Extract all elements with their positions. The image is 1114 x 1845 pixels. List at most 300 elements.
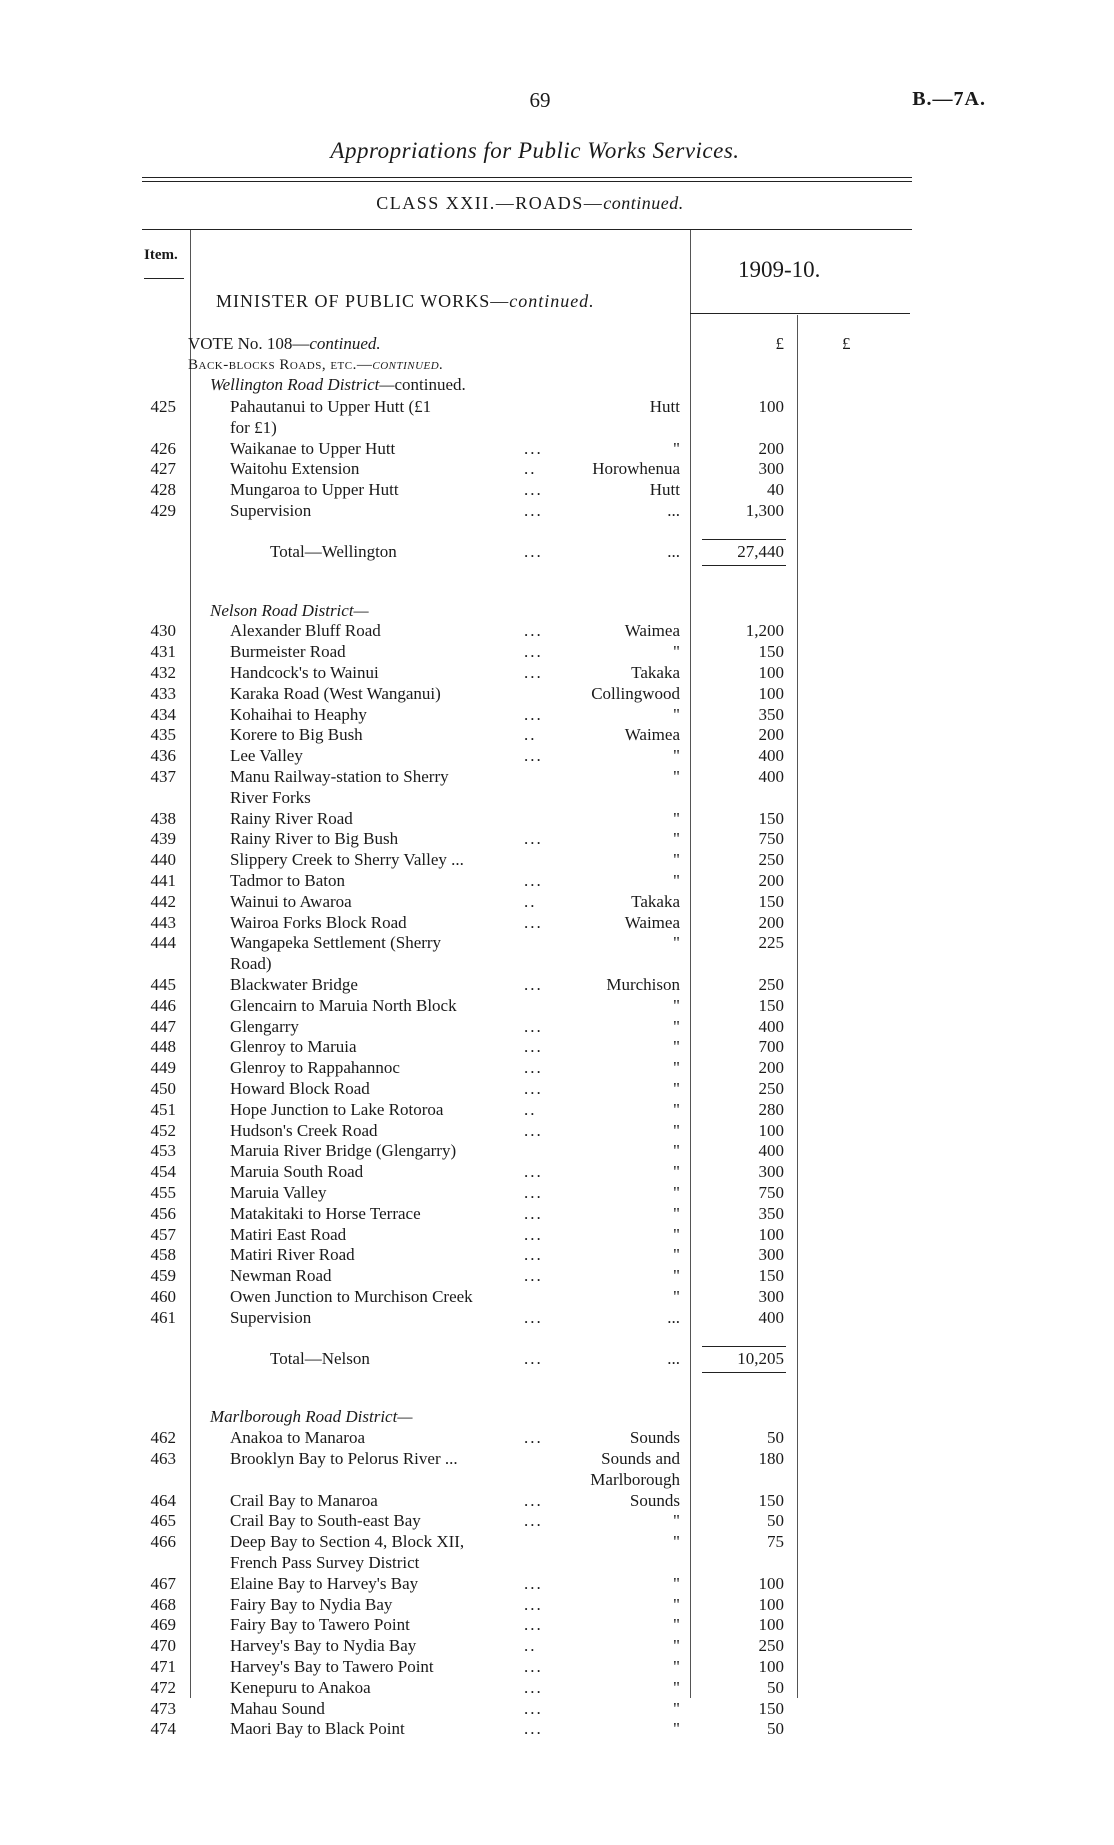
district-cell: ": [673, 1636, 680, 1656]
table-row: [0, 725, 1114, 746]
district-heading-wellington-text: Wellington Road District—: [210, 375, 395, 394]
item-description: Crail Bay to South-east Bay: [230, 1511, 421, 1531]
table-row: [0, 418, 1114, 439]
amount-cell: 150: [758, 995, 784, 1015]
district-cell: ": [673, 1657, 680, 1676]
item-number: 425: [150, 397, 176, 416]
amount-cell: 150: [758, 891, 784, 911]
item-number: 442: [150, 891, 176, 911]
item-description: Blackwater Bridge: [230, 975, 358, 994]
amount-cell: 750: [758, 829, 784, 849]
table-row: [0, 1699, 1114, 1720]
vote-subheading-continued: continued.: [372, 357, 444, 373]
amount-cell: 50: [767, 1677, 784, 1697]
amount-cell: 100: [758, 397, 784, 416]
item-number: 468: [150, 1594, 176, 1614]
leader-dots: ...: [524, 1058, 543, 1078]
item-number: 444: [150, 933, 176, 953]
total-amount: 27,440: [737, 541, 784, 561]
leader-dots: ...: [524, 1079, 543, 1098]
table-row: [0, 933, 1114, 954]
district-cell: Sounds and: [601, 1449, 680, 1468]
item-number: 433: [150, 683, 176, 703]
item-description: Handcock's to Wainui: [230, 663, 379, 682]
amount-cell: 250: [758, 1079, 784, 1098]
amount-cell: 180: [758, 1449, 784, 1468]
item-description: Fairy Bay to Nydia Bay: [230, 1594, 393, 1614]
amount-cell: 1,300: [745, 501, 784, 520]
table-row: [0, 1657, 1114, 1678]
table-row: [0, 1058, 1114, 1079]
item-description: Mahau Sound: [230, 1698, 325, 1718]
subtotal-rule-bottom: [702, 1372, 786, 1373]
table-row: [0, 1491, 1114, 1512]
district-cell: ": [673, 1573, 680, 1593]
item-number: 443: [150, 912, 176, 932]
district-cell: Sounds: [629, 1490, 680, 1510]
item-number: 469: [150, 1615, 176, 1635]
district-cell: ...: [667, 501, 680, 520]
district-cell: Murchison: [606, 975, 680, 994]
item-description: Maruia South Road: [230, 1162, 364, 1182]
amount-cell: 100: [758, 1594, 784, 1614]
amount-cell: 400: [758, 1016, 784, 1036]
item-description: Glencairn to Maruia North Block: [230, 995, 457, 1015]
item-description: Karaka Road (West Wanganui): [230, 683, 441, 703]
table-row: [0, 871, 1114, 892]
amount-cell: 225: [758, 933, 784, 953]
ministry-heading-continued: continued.: [509, 291, 595, 311]
item-description: Waikanae to Upper Hutt: [230, 438, 396, 458]
item-number: 447: [150, 1016, 176, 1036]
item-description: Wairoa Forks Block Road: [230, 912, 407, 932]
pound-sign-col1: £: [775, 334, 784, 353]
item-description: Kohaihai to Heaphy: [230, 704, 367, 724]
district-cell: ": [673, 933, 680, 953]
district-cell: ": [673, 1224, 680, 1244]
table-row: [0, 1308, 1114, 1329]
table-row: [0, 1121, 1114, 1142]
table-row: [0, 1636, 1114, 1657]
item-number: 446: [150, 995, 176, 1015]
item-description: Harvey's Bay to Tawero Point: [230, 1657, 434, 1676]
item-description: Maruia River Bridge (Glengarry): [230, 1141, 457, 1161]
table-row: [0, 788, 1114, 809]
district-cell: ": [673, 704, 680, 724]
leader-dots: ...: [524, 1428, 543, 1448]
district-cell: Sounds: [629, 1428, 680, 1448]
leader-dots: ...: [524, 1162, 543, 1182]
table-row: [0, 1162, 1114, 1183]
item-number: 463: [150, 1449, 176, 1468]
year-header-rule: [690, 313, 910, 314]
item-number: 470: [150, 1636, 176, 1656]
amount-cell: 400: [758, 1307, 784, 1327]
ministry-heading: [216, 291, 595, 312]
district-cell: Hutt: [649, 397, 680, 416]
district-heading-wellington-continued: continued.: [394, 375, 466, 394]
leader-dots: ..: [524, 891, 537, 911]
item-description: Hudson's Creek Road: [230, 1120, 378, 1140]
district-cell: ": [673, 1183, 680, 1202]
item-description: Elaine Bay to Harvey's Bay: [230, 1573, 419, 1593]
table-row: [0, 439, 1114, 460]
amount-cell: 250: [758, 1636, 784, 1656]
item-number: 454: [150, 1162, 176, 1182]
pound-sign-col2: £: [842, 334, 851, 353]
leader-dots: ...: [524, 1490, 543, 1510]
subtotal-rule-bottom: [702, 565, 786, 566]
vote-subheading: [188, 355, 443, 375]
item-description: Pahautanui to Upper Hutt (£1: [230, 397, 432, 416]
district-cell: ": [673, 746, 680, 766]
table-row: [0, 1183, 1114, 1204]
district-cell: ": [673, 1266, 680, 1286]
amount-cell: 300: [758, 1287, 784, 1306]
item-number: 461: [150, 1307, 176, 1327]
amount-cell: 350: [758, 704, 784, 724]
item-number: 434: [150, 704, 176, 724]
item-number: 438: [150, 808, 176, 828]
leader-dots: ...: [524, 829, 543, 849]
amount-cell: 200: [758, 1058, 784, 1078]
item-number: 474: [150, 1719, 176, 1739]
district-cell: Collingwood: [591, 683, 680, 703]
district-cell: ": [673, 1245, 680, 1265]
table-row: [0, 663, 1114, 684]
page-number: 69: [529, 88, 551, 112]
table-row: [0, 1225, 1114, 1246]
item-description: Road): [230, 954, 272, 974]
table-row: [0, 1553, 1114, 1574]
table-row: [0, 501, 1114, 522]
item-description: Wangapeka Settlement (Sherry: [230, 933, 442, 953]
total-row: [0, 542, 1114, 563]
district-cell: ": [673, 1162, 680, 1182]
district-cell: ": [673, 995, 680, 1015]
district-cell: ": [673, 1594, 680, 1614]
district-cell: Marlborough: [590, 1469, 680, 1489]
leader-dots: ...: [524, 1307, 543, 1327]
district-cell: ...: [667, 1307, 680, 1327]
header-rule: [142, 229, 912, 230]
item-number: 460: [150, 1287, 176, 1306]
table-row: [0, 621, 1114, 642]
district-cell: ": [673, 850, 680, 870]
district-cell: ": [673, 1203, 680, 1223]
item-description: Matiri East Road: [230, 1224, 347, 1244]
table-row: [0, 746, 1114, 767]
total-label: Total—Wellington: [270, 541, 397, 561]
district-cell: ": [673, 1511, 680, 1531]
item-number: 465: [150, 1511, 176, 1531]
amount-cell: 100: [758, 663, 784, 682]
table-row: [0, 1719, 1114, 1740]
item-description: Howard Block Road: [230, 1079, 370, 1098]
leader-dots: ...: [524, 912, 543, 932]
amount-cell: 300: [758, 459, 784, 479]
amount-cell: 150: [758, 808, 784, 828]
item-number: 467: [150, 1573, 176, 1593]
item-number: 445: [150, 975, 176, 994]
item-number: 437: [150, 767, 176, 786]
item-number: 432: [150, 663, 176, 682]
item-description: Matakitaki to Horse Terrace: [230, 1203, 421, 1223]
leader-dots: ..: [524, 459, 537, 479]
item-description: Newman Road: [230, 1266, 332, 1286]
vote-label: [188, 334, 381, 354]
table-row: [0, 1204, 1114, 1225]
leader-dots: ...: [524, 1016, 543, 1036]
leader-dots: ...: [524, 541, 543, 561]
table-row: [0, 850, 1114, 871]
item-number: 471: [150, 1657, 176, 1676]
item-description: Matiri River Road: [230, 1245, 355, 1265]
item-description: Supervision: [230, 1307, 312, 1327]
vote-subheading-row: [0, 355, 1114, 376]
table-row: [0, 975, 1114, 996]
item-number: 458: [150, 1245, 176, 1265]
leader-dots: ...: [524, 1677, 543, 1697]
district-cell: ": [673, 1037, 680, 1057]
item-description: Hope Junction to Lake Rotoroa: [230, 1099, 444, 1119]
amount-cell: 50: [767, 1428, 784, 1448]
item-number: 431: [150, 642, 176, 662]
amount-cell: 200: [758, 871, 784, 890]
item-description: Deep Bay to Section 4, Block XII,: [230, 1532, 465, 1552]
district-cell: ": [673, 1079, 680, 1098]
district-cell: ": [673, 438, 680, 458]
table-row: [0, 1141, 1114, 1162]
amount-cell: 150: [758, 1490, 784, 1510]
item-description: Rainy River Road: [230, 808, 353, 828]
item-description: Glengarry: [230, 1016, 299, 1036]
leader-dots: ...: [524, 1573, 543, 1593]
amount-cell: 280: [758, 1099, 784, 1119]
amount-cell: 300: [758, 1245, 784, 1265]
leader-dots: ...: [524, 501, 543, 520]
district-cell: ": [673, 1141, 680, 1161]
leader-dots: ...: [524, 663, 543, 682]
table-row: [0, 829, 1114, 850]
leader-dots: ...: [524, 1348, 543, 1368]
item-number: 453: [150, 1141, 176, 1161]
district-cell: ": [673, 1120, 680, 1140]
leader-dots: ...: [524, 1245, 543, 1265]
amount-cell: 50: [767, 1511, 784, 1531]
item-description: Fairy Bay to Tawero Point: [230, 1615, 410, 1635]
item-description: Maruia Valley: [230, 1183, 327, 1202]
item-number: 440: [150, 850, 176, 870]
leader-dots: ...: [524, 1594, 543, 1614]
item-description: Maori Bay to Black Point: [230, 1719, 405, 1739]
vote-label-continued: continued.: [309, 334, 381, 353]
district-cell: ": [673, 1099, 680, 1119]
leader-dots: ...: [524, 704, 543, 724]
vote-subheading-text: Back-blocks Roads, etc.—: [188, 357, 373, 373]
amount-cell: 400: [758, 1141, 784, 1161]
item-number: 472: [150, 1677, 176, 1697]
leader-dots: ...: [524, 1037, 543, 1057]
leader-dots: ...: [524, 1203, 543, 1223]
district-cell: Horowhenua: [592, 459, 680, 479]
leader-dots: ...: [524, 1615, 543, 1635]
amount-cell: 200: [758, 725, 784, 745]
leader-dots: ...: [524, 1719, 543, 1739]
table-row: [0, 913, 1114, 934]
district-cell: Takaka: [631, 663, 680, 682]
table-row: [0, 954, 1114, 975]
item-description: Korere to Big Bush: [230, 725, 363, 745]
item-number: 428: [150, 480, 176, 500]
amount-cell: 100: [758, 1615, 784, 1635]
item-description: Glenroy to Rappahannoc: [230, 1058, 400, 1078]
table-row: [0, 1470, 1114, 1491]
amount-cell: 400: [758, 746, 784, 766]
item-description: Waitohu Extension: [230, 459, 360, 479]
leader-dots: ...: [524, 438, 543, 458]
table-row: [0, 642, 1114, 663]
item-description: for £1): [230, 417, 277, 437]
leader-dots: ...: [524, 1698, 543, 1718]
table-row: [0, 1079, 1114, 1100]
leader-dots: ...: [524, 1511, 543, 1531]
district-heading-row: [0, 375, 1114, 396]
leader-dots: ...: [524, 1120, 543, 1140]
class-heading-text: CLASS XXII.—ROADS—: [376, 193, 604, 213]
district-cell: ": [673, 1698, 680, 1718]
table-row: [0, 1595, 1114, 1616]
item-number: 452: [150, 1120, 176, 1140]
title-rule-top: [142, 177, 912, 178]
district-cell: ": [673, 642, 680, 662]
table-row: [0, 1532, 1114, 1553]
item-description: Owen Junction to Murchison Creek: [230, 1287, 473, 1306]
district-cell: Hutt: [649, 480, 680, 500]
item-description: Burmeister Road: [230, 642, 346, 662]
leader-dots: ...: [524, 1266, 543, 1286]
leader-dots: ...: [524, 871, 543, 890]
item-description: French Pass Survey District: [230, 1553, 420, 1572]
amount-cell: 150: [758, 1266, 784, 1286]
amount-cell: 150: [758, 1698, 784, 1718]
subtotal-rule-top: [702, 1346, 786, 1347]
class-heading-continued: continued.: [603, 193, 684, 213]
district-cell: ...: [667, 541, 680, 561]
district-heading-wellington: [210, 375, 466, 395]
vote-label-text: VOTE No. 108—: [188, 334, 310, 353]
item-description: Slippery Creek to Sherry Valley ...: [230, 850, 464, 870]
district-cell: ": [673, 1719, 680, 1739]
table-row: [0, 996, 1114, 1017]
item-number: 435: [150, 725, 176, 745]
title-rule-bottom: [142, 181, 912, 182]
item-number: 473: [150, 1698, 176, 1718]
item-number: 459: [150, 1266, 176, 1286]
district-cell: Takaka: [631, 891, 680, 911]
item-column-header: Item.: [144, 247, 178, 263]
table-row: [0, 767, 1114, 788]
district-cell: Waimea: [624, 621, 680, 641]
district-heading: Marlborough Road District—: [210, 1407, 413, 1427]
leader-dots: ...: [524, 1224, 543, 1244]
district-cell: ": [673, 1615, 680, 1635]
item-description: Anakoa to Manaroa: [230, 1428, 366, 1448]
table-row: [0, 1511, 1114, 1532]
district-cell: ": [673, 1016, 680, 1036]
item-description: Harvey's Bay to Nydia Bay: [230, 1636, 417, 1656]
item-number: 449: [150, 1058, 176, 1078]
amount-cell: 150: [758, 642, 784, 662]
item-header-underline: [144, 278, 184, 279]
district-cell: ...: [667, 1348, 680, 1368]
table-row: [0, 1428, 1114, 1449]
item-number: 457: [150, 1224, 176, 1244]
amount-cell: 75: [767, 1532, 784, 1552]
item-number: 439: [150, 829, 176, 849]
class-heading: [0, 193, 1060, 214]
subtotal-rule-top: [702, 539, 786, 540]
leader-dots: ...: [524, 1657, 543, 1676]
document-reference: B.—7A.: [912, 88, 986, 110]
item-number: 429: [150, 501, 176, 520]
table-row: [0, 1245, 1114, 1266]
table-row: [0, 1017, 1114, 1038]
table-row: [0, 1287, 1114, 1308]
page-title: Appropriations for Public Works Services.: [330, 138, 740, 163]
leader-dots: ...: [524, 975, 543, 994]
item-description: River Forks: [230, 787, 311, 807]
item-number: 430: [150, 621, 176, 641]
district-cell: ": [673, 829, 680, 849]
amount-cell: 100: [758, 683, 784, 703]
item-number: 427: [150, 459, 176, 479]
amount-cell: 100: [758, 1120, 784, 1140]
table-row: [0, 459, 1114, 480]
ministry-heading-text: MINISTER OF PUBLIC WORKS—: [216, 291, 510, 311]
total-label: Total—Nelson: [270, 1348, 370, 1368]
item-description: Brooklyn Bay to Pelorus River ...: [230, 1449, 458, 1468]
amount-cell: 50: [767, 1719, 784, 1739]
table-row: [0, 1615, 1114, 1636]
item-number: 451: [150, 1099, 176, 1119]
item-number: 462: [150, 1428, 176, 1448]
item-description: Rainy River to Big Bush: [230, 829, 399, 849]
table-row: [0, 1037, 1114, 1058]
table-row: [0, 892, 1114, 913]
table-row: [0, 809, 1114, 830]
table-row: [0, 684, 1114, 705]
item-description: Mungaroa to Upper Hutt: [230, 480, 399, 500]
item-description: Manu Railway-station to Sherry: [230, 767, 449, 786]
total-row: [0, 1349, 1114, 1370]
district-cell: Waimea: [624, 912, 680, 932]
amount-cell: 300: [758, 1162, 784, 1182]
leader-dots: ...: [524, 480, 543, 500]
district-cell: ": [673, 1677, 680, 1697]
leader-dots: ..: [524, 725, 537, 745]
amount-cell: 700: [758, 1037, 784, 1057]
leader-dots: ...: [524, 621, 543, 641]
amount-cell: 200: [758, 912, 784, 932]
item-number: 456: [150, 1203, 176, 1223]
leader-dots: ..: [524, 1636, 537, 1656]
item-description: Crail Bay to Manaroa: [230, 1490, 378, 1510]
amount-cell: 40: [767, 480, 784, 500]
leader-dots: ...: [524, 642, 543, 662]
district-heading: Nelson Road District—: [210, 600, 369, 620]
item-description: Alexander Bluff Road: [230, 621, 381, 641]
